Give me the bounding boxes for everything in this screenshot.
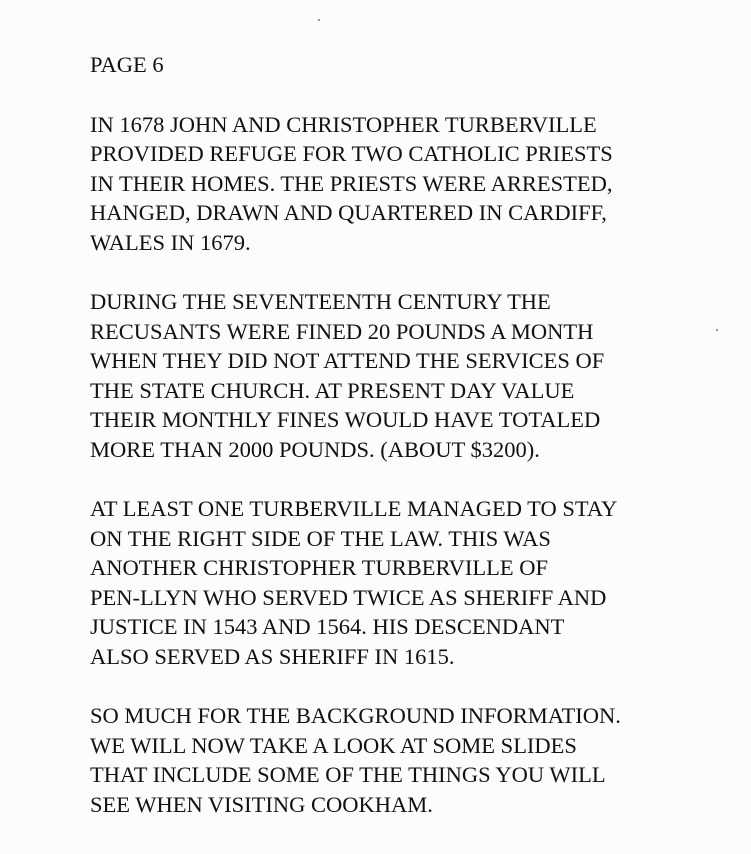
text-line: IN 1678 JOHN AND CHRISTOPHER TURBERVILLE [90,111,597,137]
text-line: THE STATE CHURCH. AT PRESENT DAY VALUE [90,377,575,403]
text-line: WHEN THEY DID NOT ATTEND THE SERVICES OF [90,348,605,373]
text-line: ALSO SERVED AS SHERIFF IN 1615. [90,643,455,669]
text-line: THAT INCLUDE SOME OF THE THINGS YOU WILL [90,762,606,787]
paragraph-gap [90,257,730,287]
paragraph-4 [90,701,730,819]
text-line: RECUSANTS WERE FINED 20 POUNDS A MONTH [90,318,594,344]
text-line: PEN-LLYN WHO SERVED TWICE AS SHERIFF AND [90,584,607,610]
text-line: PROVIDED REFUGE FOR TWO CATHOLIC PRIESTS [90,141,613,166]
scan-speck [318,19,320,21]
paragraph-3 [90,494,730,671]
text-body [90,50,730,819]
paragraph-1 [90,110,730,258]
text-line: THEIR MONTHLY FINES WOULD HAVE TOTALED [90,407,601,432]
text-line: DURING THE SEVENTEENTH CENTURY THE [90,289,551,314]
spacer [90,80,730,110]
paragraph-2 [90,287,730,464]
paragraph-list [90,110,730,820]
paragraph-gap [90,671,730,701]
text-line: SEE WHEN VISITING COOKHAM. [90,791,433,817]
text-line: WALES IN 1679. [90,229,251,255]
text-line: ON THE RIGHT SIDE OF THE LAW. THIS WAS [90,525,551,551]
text-line: JUSTICE IN 1543 AND 1564. HIS DESCENDANT [90,614,565,639]
paragraph-gap [90,464,730,494]
page-label: PAGE 6 [90,52,164,77]
text-line: SO MUCH FOR THE BACKGROUND INFORMATION. [90,703,621,728]
text-line: AT LEAST ONE TURBERVILLE MANAGED TO STAY [90,496,618,521]
scan-speck [716,329,718,331]
text-line: HANGED, DRAWN AND QUARTERED IN CARDIFF, [90,200,607,225]
text-line: MORE THAN 2000 POUNDS. (ABOUT $3200). [90,436,540,462]
text-line: ANOTHER CHRISTOPHER TURBERVILLE OF [90,555,549,580]
text-line: WE WILL NOW TAKE A LOOK AT SOME SLIDES [90,732,577,758]
text-line: IN THEIR HOMES. THE PRIESTS WERE ARRESTED, [90,170,613,196]
